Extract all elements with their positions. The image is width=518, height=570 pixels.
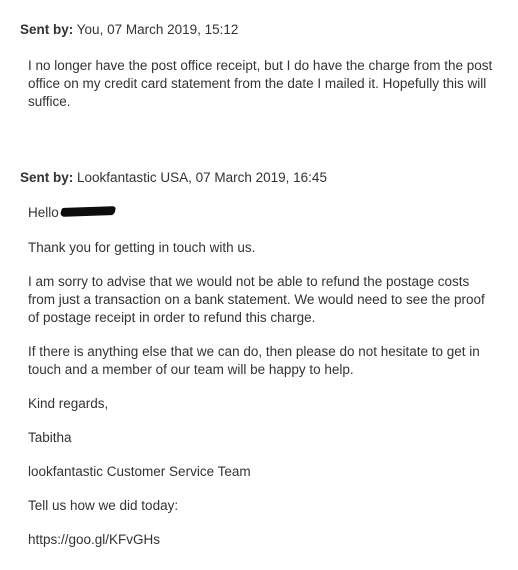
message-date: 07 March 2019, 15:12: [107, 22, 239, 37]
message-date: 07 March 2019, 16:45: [195, 170, 327, 185]
message-header: [20, 168, 518, 188]
redacted-name-scribble: [59, 206, 116, 217]
message-header: [20, 20, 518, 40]
agent-name: Tabitha: [28, 430, 72, 445]
team-name: lookfantastic Customer Service Team: [28, 464, 251, 479]
message-paragraph: If there is anything else that we can do, then please do not hesitate to get in touch and a member of our team will be happy to help.: [28, 344, 480, 377]
sender-name: Lookfantastic USA: [77, 170, 189, 185]
greeting-text: Hello: [28, 205, 59, 220]
sender-name: You: [76, 22, 100, 37]
message-from-lookfantastic: [0, 168, 518, 565]
separator: ,: [188, 170, 196, 185]
sign-off: Kind regards,: [28, 396, 109, 411]
sent-by-label: Sent by:: [20, 22, 74, 37]
feedback-prompt: Tell us how we did today:: [28, 498, 179, 513]
message-from-you: [0, 20, 518, 127]
greeting-line: [28, 204, 498, 222]
message-body: [28, 204, 498, 549]
message-body: [28, 57, 498, 111]
separator: ,: [99, 22, 108, 37]
sent-by-label: Sent by:: [20, 170, 74, 185]
message-paragraph: Thank you for getting in touch with us.: [28, 240, 256, 255]
message-paragraph: I no longer have the post office receipt, but I do have the charge from the post office on my credit card statement from the date I mailed it. Hopefully this will suffice.: [28, 58, 493, 109]
feedback-link[interactable]: https://goo.gl/KFvGHs: [28, 532, 161, 547]
message-paragraph: I am sorry to advise that we would not be able to refund the postage costs from just a transaction on a bank statement. We would need to see the proof of postage receipt in order to refund this charge.: [28, 274, 485, 325]
